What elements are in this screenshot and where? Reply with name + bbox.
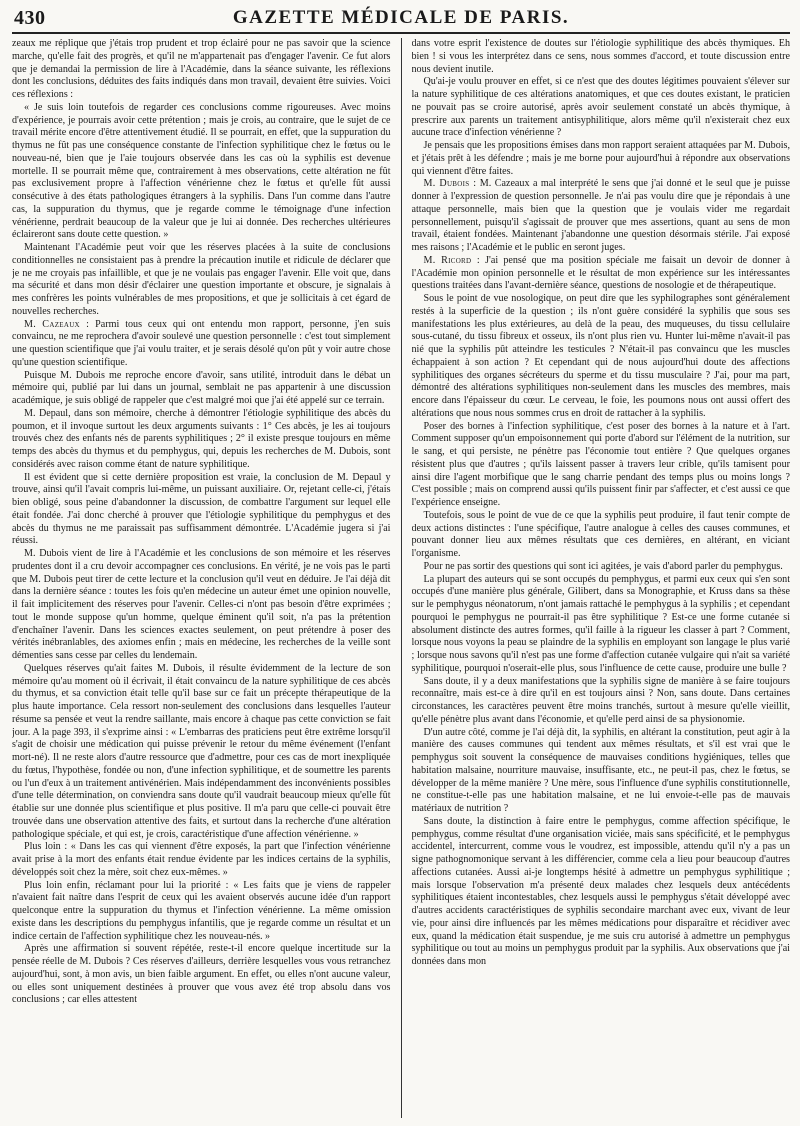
- paragraph: Qu'ai-je voulu prouver en effet, si ce n'est que des doutes légitimes pouvaient s'élever sur la nature syphilitique de ces altérations anatomiques, et que ces doutes existant, le praticien ne pouvait pas se croire autorisé, après avoir seulement constaté un abcès thymique, à prescrire aux parents un traitement antisyphilitique, alors même qu'il n'existerait chez eux aucune trace d'infection vénérienne ?: [411, 76, 790, 139]
- paragraph: D'un autre côté, comme je l'ai déjà dit, la syphilis, en altérant la constitution, peut agir à la manière des causes communes qui tendent aux mêmes résultats, et s'il est vrai que le pemphygus soit souvent la conséquence de mauvaises conditions hygiéniques, telles que habitation malsaine, nourriture mauvaise, insuffisante, etc., ne peut-il pas, chez le fœtus, se développer de la même manière ? Une mère, sous l'influence d'une syphilis constitutionnelle, ne constitue-t-elle pas une habitation malsaine, et ne lui envoie-t-elle pas de mauvais matériaux de nutrition ?: [411, 726, 790, 814]
- speaker-name: M. Ricord :: [423, 254, 480, 266]
- paragraph: Après une affirmation si souvent répétée, reste-t-il encore quelque incertitude sur la pensée réelle de M. Dubois ? Ces réserves d'ailleurs, derrière lesquelles vous vous retranchez aujourd'hui, sont, à mon avis, un bien faible argument. En effet, ou elles n'ont aucune valeur, ou elles sont uniquement destinées à prouver que vous avez été trop absolu dans vos conclusions ; car elles attestent: [12, 943, 391, 1006]
- speaker-paragraph: [412, 178, 791, 255]
- page-number: 430: [14, 7, 46, 29]
- paragraph: Toutefois, sous le point de vue de ce que la syphilis peut produire, il faut tenir compte de deux actions distinctes : l'une spécifique, l'autre analogue à celles des causes communes, et pouvant donner lieu aux mêmes résultats que ces dernières, en altérant, en viciant l'organisme.: [411, 509, 790, 559]
- paragraph: M. Depaul, dans son mémoire, cherche à démontrer l'étiologie syphilitique des abcès du poumon, et il invoque surtout les deux arguments suivants : 1° Ces abcès, je les ai toujours trouvés chez des enfants nés de parents syphilitiques ; 2° il existe presque toujours en même temps des abcès du thymus et du pemphygus, qui, depuis les recherches de M. Dubois, sont considérés avec raison comme étant de nature syphilitique.: [12, 407, 391, 470]
- paragraph: Sans doute, il y a deux manifestations que la syphilis signe de manière à se faire toujours reconnaître, mais est-ce à dire qu'il en est toujours ainsi ? Non, sans doute. Dans certaines circonstances, les caractères peuvent être moins tranchés, surtout à mesure qu'elle vieillit, qu'elle pénètre plus avant dans l'économie, et qu'elle perd ainsi de sa physionomie.: [411, 675, 790, 725]
- quoted-paragraph: « Je suis loin toutefois de regarder ces conclusions comme rigoureuses. Avec moins d'expérience, je pourrais avoir cette prétention ; mais je crois, au contraire, que le sujet de ce travail mérite encore d'être attentivement étudié. Il se pourrait, en effet, que la suppuration du thymus ne fût pas une conséquence constante de l'infection syphilitique chez le fœtus ou le nouveau-né, bien que je l'aie toujours observée dans les cas où la syphilis est devenue mortelle. Il se pourrait même que, contrairement à mes observations, cette altération ne fût pas exclusivement propre à l'affection vénérienne chez le fœtus et qu'elle fût aussi consécutive à des états pathologiques étrangers à la syphilis. Dans l'un comme dans l'autre cas, la suppuration du thymus, que je regarde comme le témoignage d'une infection vénérienne, perdrait beaucoup de la valeur que je lui ai donnée. Des recherches ultérieures éclaireront sans doute cette question. »: [12, 101, 391, 241]
- speaker-name: M. Cazeaux :: [24, 318, 90, 330]
- paragraph: Puisque M. Dubois me reproche encore d'avoir, sans utilité, introduit dans le débat un mémoire qui, publié par lui dans un journal, semblait ne pas appartenir à une discussion académique, je suis obligé de rappeler que c'est malgré moi que j'ai été appelé sur ce terrain.: [12, 369, 391, 406]
- paragraph: Sans doute, la distinction à faire entre le pemphygus, comme affection spécifique, le pemphygus, comme résultat d'une organisation viciée, mais sans spécificité, et le pemphygus accidentel, intercurrent, comme vous le voudrez, est impossible, attendu qu'il n'y a pas un signe pathognomonique servant à les différencier, comme cela a lieu pour beaucoup d'autres affections cutanées. Aussi ai-je longtemps hésité à admettre un pemphygus syphilitique ; mais lorsque l'observation m'a présenté deux malades chez lesquels deux antécédents syphilitiques étaient incontestables, chez lesquels aussi le pemphygus s'était développé avec d'autres accidents caractéristiques de syphilis secondaire marchant avec eux, vivant de leur vie, pour ainsi dire influencés par les mêmes médications pour disparaître et récidiver avec eux, quand la médication était suspendue, je me suis cru autorisé à admettre un pemphygus syphilitique ou tout au moins un pemphygus produit par la syphilis. Aux observations que j'ai données dans mon: [411, 815, 790, 967]
- speaker-text: J'ai pensé que ma position spéciale me faisait un devoir de donner à l'Académie mon opinion personnelle et le résultat de mon expérience sur les intéressantes questions traitées dans l'avant-dernière séance, questions de nosologie et de thérapeutique.: [411, 254, 790, 292]
- journal-title: GAZETTE MÉDICALE DE PARIS.: [232, 7, 570, 28]
- paragraph: Plus loin enfin, réclamant pour lui la priorité : « Les faits que je viens de rappeler n'avaient fait naître dans l'esprit de ceux qui les avaient observés aucune idée d'un rapport quelconque entre la suppuration du thymus et l'infection vénérienne. La même omission existe dans les descriptions du pemphygus infantilis, que je regarde comme un résultat et un indice certain de l'affection syphilitique chez les nouveau-nés. »: [12, 879, 391, 942]
- paragraph: Il est évident que si cette dernière proposition est vraie, la conclusion de M. Depaul y trouve, ainsi qu'il l'avait compris lui-même, un puissant auxiliaire. Or, rejetant celle-ci, j'étais bien obligé, sous peine d'abandonner la discussion, de combattre l'argument sur lequel elle était fondée. J'ai donc cherché à prouver que l'étiologie syphilitique du pemphygus et des abcès du thymus ne me paraissait pas suffisamment démontrée. L'Académie jugera si j'ai réussi.: [12, 471, 391, 547]
- column-rule: [401, 38, 402, 1118]
- continued-paragraph: zeaux me réplique que j'étais trop prudent et trop éclairé pour ne pas savoir que la science marche, qu'elle fait des progrès, et qu'il ne m'appartenait pas d'engager l'avenir. Ce fut alors que je demandai la permission de lire à l'Académie, dans la séance suivante, les réflexions dont les conclusions, déduites des faits indiqués dans mon travail, devaient être suivies. Voici ces réflexions :: [12, 38, 391, 100]
- speaker-text: M. Cazeaux a mal interprété le sens que j'ai donné et le seul que je puisse donner à l'expression de question personnelle. Je n'ai pas voulu dire que je répondais à une attaque personnelle, mais bien que la question que je voulais vider me regardait personnellement, puisqu'il s'agissait de prouver que mes assertions, quant au sens de mon travail, étaient fondées. Maintenant j'abandonne une question désormais stérile. J'ai exposé mes raisons ; l'Académie et le public en seront juges.: [411, 178, 790, 253]
- paragraph: Quelques réserves qu'ait faites M. Dubois, il résulte évidemment de la lecture de son mémoire qu'au moment où il écrivait, il était convaincu de la nature syphilitique de ces abcès du thymus, et sa conviction était telle qu'il base sur ce fait un précepte thérapeutique de la plus haute importance. Cela ressort non-seulement des conclusions dans lesquelles l'auteur résume sa pensée et veut la rendre saillante, mais encore à chaque pas cette conviction se fait jour. A la page 393, il s'exprime ainsi : « L'embarras des praticiens peut être extrême lorsqu'il s'agit de choisir une médication qui puisse prévenir le retour du même événement (l'enfant mort-né). Il ne reste alors d'autre ressource que d'admettre, pour ces cas de mort inexpliquée du fœtus, l'hypothèse, fondée ou non, d'une infection syphilitique, et de soumettre les parents ou l'un d'eux à un traitement antivénérien. Mais indépendamment des inconvénients possibles d'une telle détermination, on conviendra sans doute qu'il vaudrait beaucoup mieux qu'elle fût établie sur une donnée plus scientifique et plus positive. Il m'a paru que celle-ci pouvait être trouvée dans une observation attentive des faits, et surtout dans la recherche d'une altération pathologique spéciale, et qui est, je crois, caractéristique d'une affection vénérienne. »: [12, 662, 391, 840]
- paragraph: Plus loin : « Dans les cas qui viennent d'être exposés, la part que l'infection vénérienne avait prise à la mort des enfants était rendue évidente par les indices certains de la syphilis, développés soit chez la mère, soit chez eux-mêmes. »: [12, 841, 391, 878]
- continued-paragraph: dans votre esprit l'existence de doutes sur l'étiologie syphilitique des abcès thymiques. Eh bien ! si vous les interprétez dans ce sens, nous sommes d'accord, et toute discussion entre nous devient inutile.: [411, 38, 790, 75]
- paragraph: La plupart des auteurs qui se sont occupés du pemphygus, et parmi eux ceux qui s'en sont occupés d'une manière plus générale, Gilibert, dans sa Monographie, et Kruss dans sa thèse sur le pemphygus néonatorum, n'ont jamais rattaché le pemphygus à la syphilis ; et cependant pourquoi le pemphygus ne pourrait-il pas être syphilitique ? Est-ce une forme cutanée si absolument distincte des autres formes, qu'il faille à la rigueur les classer à part ? Comment, lorsque nous voyons la peau se plaindre de la syphilis en employant son langage le plus varié ; lorsque nous savons qu'il n'est pas une forme d'affection cutanée vulgaire qui n'ait sa variété syphilitique, pourquoi n'oserait-elle plus, sous l'influence de cette cause, produire une bulle ?: [411, 573, 790, 674]
- speaker-text: Parmi tous ceux qui ont entendu mon rapport, personne, j'en suis convaincu, ne me reprochera d'avoir soulevé une question personnelle : c'est tout simplement une question scientifique que j'ai voulu traiter, et je serais désolé qu'on pût y voir autre chose qu'une question scientifique.: [12, 318, 391, 368]
- speaker-paragraph: [12, 319, 391, 370]
- paragraph: Je pensais que les propositions émises dans mon rapport seraient attaquées par M. Dubois, et j'étais prêt à les défendre ; mais je me borne pour aujourd'hui à répondre aux observations qui viennent d'être faites.: [411, 140, 790, 177]
- right-column: [412, 38, 791, 1118]
- left-column: [12, 38, 391, 1118]
- paragraph: Sous le point de vue nosologique, on peut dire que les syphilographes sont généralement restés à la superficie de la question ; ils n'ont guère considéré la syphilis que sous ses manifestations les plus extérieures, au delà de la peau, des muqueuses, du tissu cellulaire sous-cutané, du tissu fibreux et osseux, ils n'ont plus rien vu. Hunter lui-même n'avait-il pas nié que la syphilis pût atteindre les testicules ? N'était-il pas convaincu que les muscles échappaient à son action ? Et cependant qui de nous aujourd'hui doute des affections syphilitiques des organes sécréteurs du sperme et du tissu musculaire ? J'ai, pour ma part, démontré des altérations syphilitiques non-seulement dans les muscles des membres, mais encore dans l'épaisseur du cœur. Le cerveau, le foie, les poumons nous ont aussi offert des altérations que nous nous sommes crus en droit de rattacher à la syphilis.: [411, 293, 790, 419]
- paragraph: Maintenant l'Académie peut voir que les réserves placées à la suite de conclusions conditionnelles ne consistaient pas à prendre la précaution inutile et ridicule de déclarer que je ne me croyais pas infaillible, et que je ne voulais pas engager l'avenir. Elle voit que, dans ma sécurité et dans mon désir d'éclairer une question importante et obscure, je signalais à mes confrères les points vulnérables de mes propositions, et que je sollicitais à cet égard de nouvelles recherches.: [12, 242, 391, 317]
- paragraph: M. Dubois vient de lire à l'Académie et les conclusions de son mémoire et les réserves prudentes dont il a cru devoir accompagner ces conclusions. En vérité, je ne vois pas le parti que M. Dubois peut tirer de cette lecture et la conclusion qu'il veut en déduire. Je l'ai déjà dit dans la dernière séance : toutes les fois qu'en médecine un auteur émet une opinion nouvelle, il fait implicitement des réserves pour l'avenir. Celles-ci n'ont pas besoin d'être exprimées ; tout le monde suppose qu'un homme, quelque éminent qu'il soit, n'a pas la prétention d'enchaîner l'avenir. Dans les sciences exactes seulement, on peut prétendre à poser des vérités inébranlables, des axiomes enfin ; mais en médecine, les recherches de la veille sont démenties sans cesse par celles du lendemain.: [12, 548, 391, 661]
- paragraph: Poser des bornes à l'infection syphilitique, c'est poser des bornes à la nature et à l'art. Comment supposer qu'un empoisonnement qui porte d'abord sur l'élément de la nutrition, sur le sang, et qui persiste, ne pénètre pas l'économie tout entière ? Que quelques organes résistent plus que d'autres ; qu'ils laissent passer à travers leur crible, qu'ils tamisent pour ainsi dire l'agent morbifique que le sang charrie pendant des temps plus ou moins longs ? C'est possible ; mais on comprend aussi qu'ils puissent finir par s'affecter, et c'est aussi ce que l'expérience enseigne.: [411, 420, 790, 508]
- speaker-name: M. Dubois :: [423, 178, 477, 190]
- paragraph: Pour ne pas sortir des questions qui sont ici agitées, je vais d'abord parler du pemphygus.: [423, 560, 783, 572]
- page-header: [12, 6, 790, 34]
- text-columns: [12, 38, 790, 1118]
- speaker-paragraph: [412, 255, 791, 293]
